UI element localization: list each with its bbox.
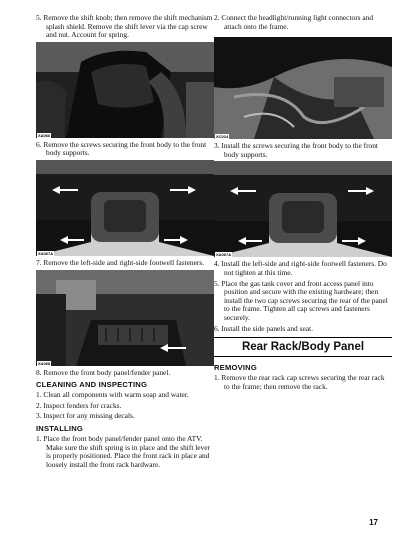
step-5-remove-shift-knob: 5. Remove the shift knob; then remove the shift mechanism splash shield. Remove the shift lever via the cap screw and nut. Account for spring. bbox=[36, 13, 213, 40]
photo-code: XA067A bbox=[216, 252, 232, 258]
step-6-install-side-panels: 6. Install the side panels and seat. bbox=[214, 323, 313, 333]
step-5-place-gas-tank-cover: 5. Place the gas tank cover and front access panel into position and secure with the existing hardware; then install the two cap screws securing the rear of the panel to the frame. Tighten all cap screws and fasteners securely. bbox=[214, 278, 388, 322]
step-6-remove-front-body-screws: 6. Remove the screws securing the front body to the front body supports. bbox=[36, 139, 207, 158]
right-column bbox=[214, 14, 392, 393]
photo-code: XC024 bbox=[216, 134, 229, 140]
page-number: 17 bbox=[369, 518, 378, 527]
cleaning-inspecting-heading: CLEANING AND INSPECTING bbox=[36, 380, 148, 390]
front-body-illustration bbox=[36, 160, 214, 256]
left-column bbox=[36, 14, 214, 471]
photo-front-body-supports bbox=[36, 160, 214, 256]
photo-code: XA068 bbox=[38, 360, 51, 366]
step-4-install-footwell-fasteners: 4. Install the left-side and right-side footwell fasteners. Do not tighten at this time. bbox=[214, 259, 387, 277]
front-body-install-illustration bbox=[214, 161, 392, 257]
cleaning-step-1: 1. Clean all components with warm soap and water. bbox=[36, 390, 189, 400]
section-title-rear-rack: Rear Rack/Body Panel bbox=[214, 337, 392, 357]
cleaning-step-3: 3. Inspect for any missing decals. bbox=[36, 411, 135, 421]
installing-heading: INSTALLING bbox=[36, 423, 83, 433]
photo-code: XA067A bbox=[38, 250, 54, 256]
cleaning-step-2: 2. Inspect fenders for cracks. bbox=[36, 400, 122, 410]
shift-mechanism-illustration bbox=[36, 42, 214, 138]
photo-front-body-install bbox=[214, 161, 392, 257]
footwell-illustration bbox=[36, 270, 214, 366]
photo-shift-mechanism bbox=[36, 42, 214, 138]
photo-footwell bbox=[36, 270, 214, 366]
step-7-remove-footwell-fasteners: 7. Remove the left-side and right-side footwell fasteners. bbox=[36, 257, 205, 267]
step-3-install-front-body-screws: 3. Install the screws securing the front body to the front body supports. bbox=[214, 141, 378, 159]
headlight-illustration bbox=[214, 37, 392, 139]
removing-heading: REMOVING bbox=[214, 363, 257, 373]
photo-code: XA066 bbox=[38, 132, 51, 138]
photo-headlight-connectors bbox=[214, 37, 392, 139]
removing-step-1: 1. Remove the rear rack cap screws securing the rear rack to the frame; then remove the rack. bbox=[214, 373, 385, 391]
step-2-connect-headlight: 2. Connect the headlight/running light connectors and attach onto the frame. bbox=[214, 13, 374, 31]
step-8-remove-front-body-panel: 8. Remove the front body panel/fender panel. bbox=[36, 367, 171, 377]
installing-step-1: 1. Place the front body panel/fender panel onto the ATV. Make sure the shift spring is in place and the shift lever is properly positioned. Place the front rack in place and loosely install the front rack hardware. bbox=[36, 433, 210, 469]
